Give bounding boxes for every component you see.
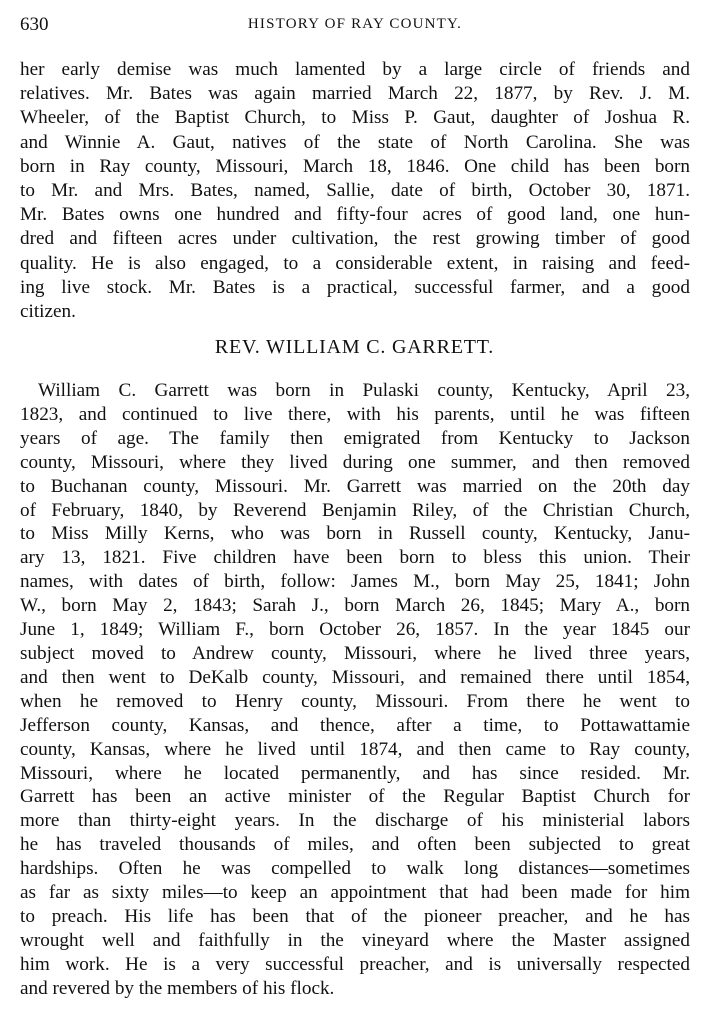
paragraph-garrett bbox=[20, 379, 690, 1001]
text-line: subject moved to Andrew county, Missouri, where he lived three years, bbox=[20, 642, 690, 664]
text-line: to Mr. and Mrs. Bates, named, Sallie, date of birth, October 30, 1871. bbox=[20, 180, 690, 202]
running-title: HISTORY OF RAY COUNTY. bbox=[247, 16, 463, 32]
text-line: born in Ray county, Missouri, March 18, 1846. One child has been born bbox=[20, 155, 690, 177]
text-line: W., born May 2, 1843; Sarah J., born March 26, 1845; Mary A., born bbox=[20, 595, 690, 617]
text-line: Garrett has been an active minister of the Regular Baptist Church for bbox=[20, 786, 690, 808]
text-line: William C. Garrett was born in Pulaski county, Kentucky, April 23, bbox=[38, 380, 690, 401]
text-line: 1823, and continued to live there, with his parents, until he was fifteen bbox=[20, 403, 690, 425]
text-line: names, with dates of birth, follow: James M., born May 25, 1841; John bbox=[20, 571, 690, 593]
page-number: 630 bbox=[20, 14, 49, 35]
text-line: and revered by the members of his flock. bbox=[20, 977, 335, 999]
text-line: and Winnie A. Gaut, natives of the state of North Carolina. She was bbox=[20, 131, 690, 153]
text-line: Missouri, where he located permanently, and has since resided. Mr. bbox=[20, 762, 690, 784]
text-line: county, Missouri, where they lived during one summer, and then removed bbox=[20, 451, 690, 473]
text-line: ary 13, 1821. Five children have been born to bless this union. Their bbox=[20, 547, 690, 569]
text-line: ing live stock. Mr. Bates is a practical, successful farmer, and a good bbox=[20, 276, 690, 298]
text-line: citizen. bbox=[20, 301, 76, 323]
text-line: more than thirty-eight years. In the discharge of his ministerial labors bbox=[20, 810, 690, 832]
text-line: of February, 1840, by Reverend Benjamin Riley, of the Christian Church, bbox=[20, 499, 690, 521]
text-line: as far as sixty miles—to keep an appointment that had been made for him bbox=[20, 882, 690, 904]
text-line: wrought well and faithfully in the vineyard where the Master assigned bbox=[20, 929, 690, 951]
text-line: to Buchanan county, Missouri. Mr. Garrett was married on the 20th day bbox=[20, 475, 690, 497]
text-line: him work. He is a very successful preacher, and is universally respected bbox=[20, 953, 690, 975]
text-line: county, Kansas, where he lived until 1874, and then came to Ray county, bbox=[20, 738, 690, 760]
text-line: dred and fifteen acres under cultivation, the rest growing timber of good bbox=[20, 228, 690, 250]
text-line: to preach. His life has been that of the pioneer preacher, and he has bbox=[20, 905, 690, 927]
text-line: Jefferson county, Kansas, and thence, after a time, to Pottawattamie bbox=[20, 714, 690, 736]
text-line: Wheeler, of the Baptist Church, to Miss P. Gaut, daughter of Joshua R. bbox=[20, 107, 690, 129]
text-line: years of age. The family then emigrated from Kentucky to Jackson bbox=[20, 427, 690, 449]
text-line: relatives. Mr. Bates was again married March 22, 1877, by Rev. J. M. bbox=[20, 83, 690, 105]
section-heading: REV. WILLIAM C. GARRETT. bbox=[214, 336, 495, 358]
text-line: her early demise was much lamented by a large circle of friends and bbox=[20, 59, 690, 80]
text-line: to Miss Milly Kerns, who was born in Russell county, Kentucky, Janu- bbox=[20, 523, 690, 545]
paragraph-bates bbox=[20, 58, 690, 324]
text-line: and then went to DeKalb county, Missouri, and remained there until 1854, bbox=[20, 666, 690, 688]
text-line: when he removed to Henry county, Missouri. From there he went to bbox=[20, 690, 690, 712]
text-line: Mr. Bates owns one hundred and fifty-four acres of good land, one hun- bbox=[20, 204, 690, 226]
text-line: June 1, 1849; William F., born October 26, 1857. In the year 1845 our bbox=[20, 619, 690, 641]
text-line: quality. He is also engaged, to a considerable extent, in raising and feed- bbox=[20, 252, 690, 274]
text-line: he has traveled thousands of miles, and often been subjected to great bbox=[20, 834, 690, 856]
text-line: hardships. Often he was compelled to walk long distances—sometimes bbox=[20, 858, 690, 880]
page-header bbox=[20, 14, 690, 38]
